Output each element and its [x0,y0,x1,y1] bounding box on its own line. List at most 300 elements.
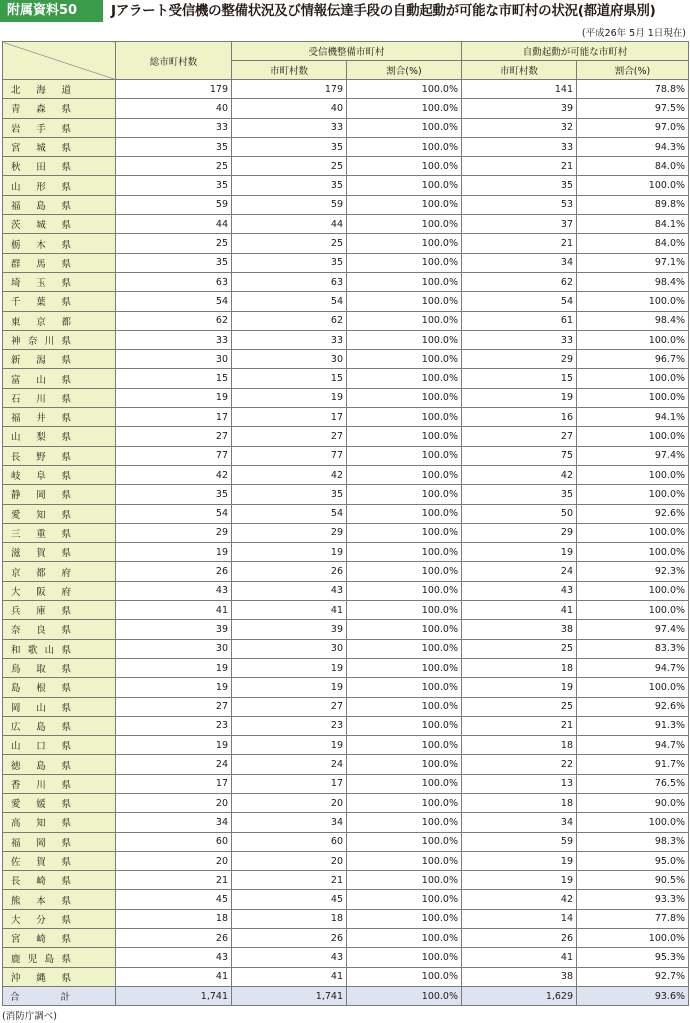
prefecture-char: 石 [11,393,21,405]
prefecture-char: 県 [61,162,71,174]
table-row [3,157,689,176]
table-row [3,620,689,639]
prefecture-char: 青 [11,104,21,116]
table-row [3,427,689,446]
prefecture-char: 県 [61,837,71,849]
prefecture-cell [3,523,116,542]
equipped-ratio: 100.0% [347,929,462,948]
auto-ratio: 97.0% [577,118,689,137]
auto-count: 27 [462,427,577,446]
table-footer [3,986,689,1005]
prefecture-char: 県 [61,857,71,869]
prefecture-name [7,912,71,926]
prefecture-char: 埼 [11,278,21,290]
prefecture-name [7,622,71,636]
prefecture-char: 県 [61,895,71,907]
prefecture-char: 県 [61,104,71,116]
equipped-count: 33 [232,330,347,349]
prefecture-char: 根 [36,683,46,695]
auto-count: 24 [462,562,577,581]
source-note: (消防庁調べ) [2,1011,57,1022]
prefecture-name [7,333,71,347]
equipped-ratio: 100.0% [347,813,462,832]
total-municipalities: 63 [116,272,232,291]
equipped-count: 62 [232,311,347,330]
prefecture-cell [3,118,116,137]
prefecture-char: 千 [11,297,21,309]
auto-ratio: 94.3% [577,137,689,156]
total-municipalities: 26 [116,562,232,581]
total-municipalities: 41 [116,601,232,620]
auto-ratio: 100.0% [577,292,689,311]
prefecture-char: 高 [11,818,21,830]
equipped-count: 41 [232,967,347,986]
total-municipalities: 54 [116,504,232,523]
equipped-ratio: 100.0% [347,118,462,137]
prefecture-name [7,893,71,907]
auto-count: 61 [462,311,577,330]
auto-ratio: 89.8% [577,195,689,214]
prefecture-char: 府 [61,567,71,579]
prefecture-cell [3,504,116,523]
prefecture-cell [3,890,116,909]
equipped-ratio: 100.0% [347,543,462,562]
auto-count: 19 [462,678,577,697]
prefecture-cell [3,485,116,504]
auto-ratio: 77.8% [577,909,689,928]
equipped-count: 40 [232,99,347,118]
prefecture-char: 知 [36,818,46,830]
prefecture-char: 愛 [11,799,21,811]
prefecture-char: 県 [61,528,71,540]
auto-ratio: 98.3% [577,832,689,851]
prefecture-char: 県 [61,721,71,733]
prefecture-char: 山 [44,644,55,656]
auto-count: 54 [462,292,577,311]
table-row [3,369,689,388]
equipped-ratio: 100.0% [347,465,462,484]
sub-equipped-count: 市町村数 [232,61,347,80]
auto-ratio: 94.7% [577,736,689,755]
auto-count: 62 [462,272,577,291]
prefecture-cell [3,253,116,272]
equipped-count: 27 [232,427,347,446]
equipped-ratio: 100.0% [347,369,462,388]
prefecture-cell [3,350,116,369]
prefecture-cell [3,292,116,311]
total-municipalities: 43 [116,948,232,967]
prefecture-char: 県 [61,818,71,830]
equipped-count: 17 [232,774,347,793]
equipped-count: 29 [232,523,347,542]
total-municipalities: 30 [116,350,232,369]
prefecture-char: 鳥 [11,664,21,676]
group-equipped: 受信機整備市町村 [232,42,462,61]
equipped-count: 43 [232,948,347,967]
prefecture-cell [3,195,116,214]
auto-ratio: 100.0% [577,388,689,407]
prefecture-char: 佐 [11,857,21,869]
prefecture-name [7,970,71,984]
prefecture-char: 森 [36,104,46,116]
auto-count: 14 [462,909,577,928]
auto-ratio: 93.3% [577,890,689,909]
prefecture-char: 知 [36,509,46,521]
prefecture-name [7,796,71,810]
prefecture-name [7,815,71,829]
prefecture-char: 都 [61,316,71,328]
prefecture-name [7,391,71,405]
table-row [3,562,689,581]
prefecture-char: 県 [61,702,71,714]
auto-ratio: 90.0% [577,793,689,812]
prefecture-cell [3,99,116,118]
prefecture-cell [3,234,116,253]
total-municipalities: 60 [116,832,232,851]
prefecture-char: 重 [36,528,46,540]
equipped-count: 25 [232,157,347,176]
prefecture-char: 海 [36,85,46,97]
auto-count: 53 [462,195,577,214]
auto-count: 141 [462,80,577,99]
prefecture-cell [3,311,116,330]
total-equipped-ratio: 100.0% [347,986,462,1005]
equipped-ratio: 100.0% [347,601,462,620]
prefecture-cell [3,581,116,600]
date-note: (平成26年 5月 1日現在) [581,28,686,39]
prefecture-name [7,951,71,965]
table-row [3,716,689,735]
prefecture-name [7,758,71,772]
auto-ratio: 98.4% [577,272,689,291]
equipped-count: 44 [232,215,347,234]
prefecture-char: 徳 [11,760,21,772]
auto-ratio: 92.6% [577,504,689,523]
table-row [3,408,689,427]
table-row [3,176,689,195]
prefecture-cell [3,215,116,234]
auto-count: 39 [462,99,577,118]
auto-ratio: 96.7% [577,350,689,369]
table-row [3,311,689,330]
equipped-ratio: 100.0% [347,832,462,851]
prefecture-cell [3,909,116,928]
prefecture-name [7,410,71,424]
prefecture-name [7,314,71,328]
auto-ratio: 100.0% [577,427,689,446]
prefecture-cell [3,601,116,620]
table-row [3,871,689,890]
total-municipalities: 39 [116,620,232,639]
prefecture-name [7,719,71,733]
auto-ratio: 84.0% [577,157,689,176]
prefecture-cell [3,793,116,812]
prefecture-char: 手 [36,123,46,135]
equipped-ratio: 100.0% [347,253,462,272]
table-row [3,697,689,716]
equipped-count: 34 [232,813,347,832]
equipped-ratio: 100.0% [347,639,462,658]
prefecture-cell [3,137,116,156]
table-row [3,80,689,99]
prefecture-char: 東 [11,316,21,328]
prefecture-name [7,101,71,115]
prefecture-char: 北 [11,85,21,97]
total-municipalities: 30 [116,639,232,658]
prefecture-name [7,449,71,463]
equipped-ratio: 100.0% [347,562,462,581]
equipped-ratio: 100.0% [347,137,462,156]
corner-cell [3,42,116,80]
auto-count: 38 [462,967,577,986]
auto-count: 26 [462,929,577,948]
prefecture-char: 山 [11,741,21,753]
total-municipalities: 20 [116,793,232,812]
prefecture-char: 宮 [11,934,21,946]
total-municipalities: 19 [116,736,232,755]
total-municipalities: 59 [116,195,232,214]
prefecture-name [7,603,71,617]
equipped-count: 18 [232,909,347,928]
auto-ratio: 100.0% [577,485,689,504]
prefecture-char: 良 [36,625,46,637]
equipped-count: 19 [232,736,347,755]
prefecture-char: 馬 [36,258,46,270]
prefecture-char: 奈 [27,336,38,347]
auto-count: 43 [462,581,577,600]
prefecture-char: 崎 [36,934,46,946]
prefecture-char: 県 [61,972,71,984]
total-municipalities: 19 [116,658,232,677]
prefecture-char: 奈 [11,625,21,637]
prefecture-char: 都 [36,567,46,579]
auto-ratio: 84.0% [577,234,689,253]
prefecture-char: 県 [61,278,71,290]
prefecture-char: 長 [11,451,21,463]
equipped-ratio: 100.0% [347,427,462,446]
equipped-count: 33 [232,118,347,137]
equipped-count: 63 [232,272,347,291]
equipped-ratio: 100.0% [347,851,462,870]
total-label-cell [3,986,116,1005]
auto-count: 22 [462,755,577,774]
total-municipalities: 19 [116,388,232,407]
prefecture-char: 静 [11,490,21,502]
total-municipalities: 35 [116,137,232,156]
auto-ratio: 97.5% [577,99,689,118]
prefecture-name [7,661,71,675]
prefecture-char: 島 [36,721,46,733]
table-row [3,350,689,369]
total-auto-ratio: 93.6% [577,986,689,1005]
equipped-count: 30 [232,350,347,369]
prefecture-name [7,256,71,270]
prefecture-name [7,545,71,559]
prefecture-char: 神 [11,336,21,347]
prefecture-name [7,275,71,289]
prefecture-char: 県 [61,644,71,656]
auto-ratio: 100.0% [577,523,689,542]
prefecture-name [7,873,71,887]
prefecture-char: 三 [11,528,21,540]
prefecture-char: 賀 [36,548,46,560]
prefecture-char: 熊 [11,895,21,907]
prefecture-char: 福 [11,413,21,425]
prefecture-name [7,854,71,868]
prefecture-cell [3,697,116,716]
prefecture-name [7,680,71,694]
prefecture-cell [3,427,116,446]
prefecture-char: 島 [11,683,21,695]
equipped-ratio: 100.0% [347,311,462,330]
auto-count: 16 [462,408,577,427]
table-row [3,330,689,349]
prefecture-name [7,352,71,366]
table-row [3,736,689,755]
auto-count: 29 [462,350,577,369]
total-municipalities: 1,741 [116,986,232,1005]
equipped-count: 19 [232,658,347,677]
auto-ratio: 92.6% [577,697,689,716]
prefecture-cell [3,157,116,176]
prefecture-char: 県 [61,297,71,309]
equipped-count: 43 [232,581,347,600]
prefecture-char: 島 [44,953,55,965]
prefecture-char: 秋 [11,162,21,174]
auto-count: 25 [462,697,577,716]
prefecture-cell [3,658,116,677]
auto-ratio: 90.5% [577,871,689,890]
total-municipalities: 41 [116,967,232,986]
auto-count: 75 [462,446,577,465]
prefecture-char: 大 [11,586,21,598]
total-municipalities: 54 [116,292,232,311]
prefecture-cell [3,543,116,562]
prefecture-char: 県 [61,876,71,888]
prefecture-char: 和 [11,644,21,656]
prefecture-char: 県 [61,336,71,347]
equipped-count: 77 [232,446,347,465]
equipped-ratio: 100.0% [347,446,462,465]
equipped-count: 35 [232,253,347,272]
total-municipalities: 25 [116,157,232,176]
equipped-ratio: 100.0% [347,99,462,118]
prefecture-char: 県 [61,490,71,502]
prefecture-name [7,777,71,791]
equipped-count: 45 [232,890,347,909]
equipped-ratio: 100.0% [347,80,462,99]
prefecture-char: 分 [36,914,46,926]
total-label-char: 計 [60,992,70,1004]
equipped-ratio: 100.0% [347,330,462,349]
prefecture-name [7,835,71,849]
prefecture-char: 庫 [36,606,46,618]
total-municipalities: 24 [116,755,232,774]
prefecture-char: 木 [36,239,46,251]
equipped-count: 30 [232,639,347,658]
prefecture-char: 栃 [11,239,21,251]
prefecture-char: 川 [44,336,55,347]
prefecture-char: 県 [61,220,71,232]
prefecture-name [7,294,71,308]
appendix-badge: 附属資料50 [0,0,103,22]
auto-count: 41 [462,601,577,620]
prefecture-char: 新 [11,355,21,367]
prefecture-char: 川 [36,779,46,791]
prefecture-name [7,584,71,598]
prefecture-name [7,179,71,193]
equipped-ratio: 100.0% [347,234,462,253]
auto-ratio: 100.0% [577,369,689,388]
equipped-count: 26 [232,929,347,948]
prefecture-char: 媛 [36,799,46,811]
auto-count: 33 [462,137,577,156]
prefecture-char: 県 [61,355,71,367]
equipped-ratio: 100.0% [347,948,462,967]
equipped-ratio: 100.0% [347,176,462,195]
auto-ratio: 84.1% [577,215,689,234]
equipped-count: 54 [232,504,347,523]
total-municipalities: 62 [116,311,232,330]
table-row [3,215,689,234]
equipped-count: 41 [232,601,347,620]
prefecture-char: 川 [36,393,46,405]
total-municipalities: 35 [116,485,232,504]
auto-count: 41 [462,948,577,967]
equipped-count: 54 [232,292,347,311]
prefecture-char: 群 [11,258,21,270]
equipped-count: 15 [232,369,347,388]
equipped-count: 25 [232,234,347,253]
table-row [3,639,689,658]
auto-count: 21 [462,716,577,735]
auto-ratio: 91.3% [577,716,689,735]
table-row [3,99,689,118]
auto-ratio: 100.0% [577,929,689,948]
auto-ratio: 92.3% [577,562,689,581]
equipped-ratio: 100.0% [347,485,462,504]
prefecture-char: 県 [61,432,71,444]
prefecture-char: 県 [61,181,71,193]
table-row [3,755,689,774]
total-municipalities: 18 [116,909,232,928]
prefecture-char: 県 [61,548,71,560]
prefecture-char: 道 [61,85,71,97]
auto-count: 13 [462,774,577,793]
prefecture-char: 宮 [11,143,21,155]
prefecture-char: 県 [61,683,71,695]
equipped-count: 26 [232,562,347,581]
prefecture-char: 縄 [36,972,46,984]
prefecture-char: 形 [36,181,46,193]
prefecture-char: 城 [36,143,46,155]
table-row [3,388,689,407]
equipped-ratio: 100.0% [347,388,462,407]
prefecture-char: 沖 [11,972,21,984]
prefecture-char: 口 [36,741,46,753]
prefecture-cell [3,465,116,484]
prefecture-char: 歌 [27,644,38,656]
prefecture-char: 児 [27,953,38,965]
auto-ratio: 98.4% [577,311,689,330]
total-auto-count: 1,629 [462,986,577,1005]
total-municipalities: 27 [116,697,232,716]
auto-ratio: 97.4% [577,620,689,639]
equipped-count: 19 [232,543,347,562]
total-municipalities: 21 [116,871,232,890]
prefecture-char: 岡 [11,702,21,714]
prefecture-cell [3,755,116,774]
